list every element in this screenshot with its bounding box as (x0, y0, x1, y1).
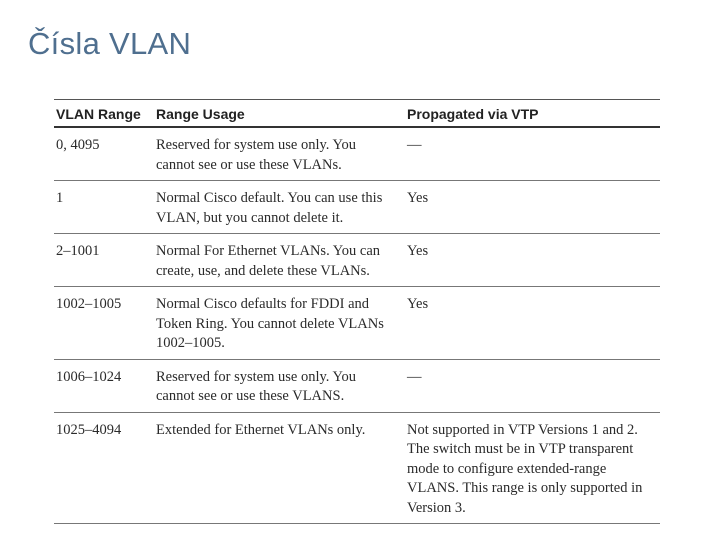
cell-vtp: Yes (407, 190, 429, 206)
cell-vlan-range: 2–1001 (56, 243, 100, 259)
cell-vlan-range: 0, 4095 (56, 137, 100, 153)
cell-vlan-range: 1025–4094 (56, 421, 122, 438)
cell-vtp: — (407, 368, 422, 385)
table-row (54, 412, 660, 524)
table-row (54, 181, 660, 234)
vlan-table (54, 99, 660, 524)
header-vlan-range: VLAN Range (56, 106, 141, 122)
cell-range-usage: Extended for Ethernet VLANs only. (156, 421, 366, 438)
header-propagated-via-vtp: Propagated via VTP (407, 106, 539, 122)
table-row (54, 234, 660, 287)
cell-vlan-range: 1 (56, 190, 64, 206)
cell-vlan-range: 1002–1005 (56, 296, 122, 312)
cell-vtp: — (407, 137, 422, 153)
cell-range-usage: Normal Cisco default. You can use this VLAN, but you cannot delete it. (156, 190, 383, 226)
slide-title: Čísla VLAN (28, 26, 192, 61)
header-range-usage: Range Usage (156, 106, 245, 122)
cell-vtp: Not supported in VTP Versions 1 and 2. The switch must be in VTP transparent mode to configure extended-range VLANS. This range is only supported in Version 3. (407, 421, 643, 516)
cell-range-usage: Normal Cisco defaults for FDDI and Token Ring. You cannot delete VLANs 1002–1005. (156, 296, 384, 351)
table-header-row (54, 100, 660, 128)
cell-range-usage: Normal For Ethernet VLANs. You can create, use, and delete these VLANs. (156, 243, 381, 279)
cell-vtp: Yes (407, 243, 429, 259)
vlan-range-table (54, 99, 660, 524)
table-row (54, 287, 660, 360)
cell-range-usage: Reserved for system use only. You cannot see or use these VLANs. (156, 137, 357, 173)
cell-vlan-range: 1006–1024 (56, 368, 122, 385)
table-row (54, 359, 660, 412)
cell-range-usage: Reserved for system use only. You cannot see or use these VLANS. (156, 368, 357, 404)
table-row (54, 127, 660, 181)
cell-vtp: Yes (407, 296, 429, 312)
